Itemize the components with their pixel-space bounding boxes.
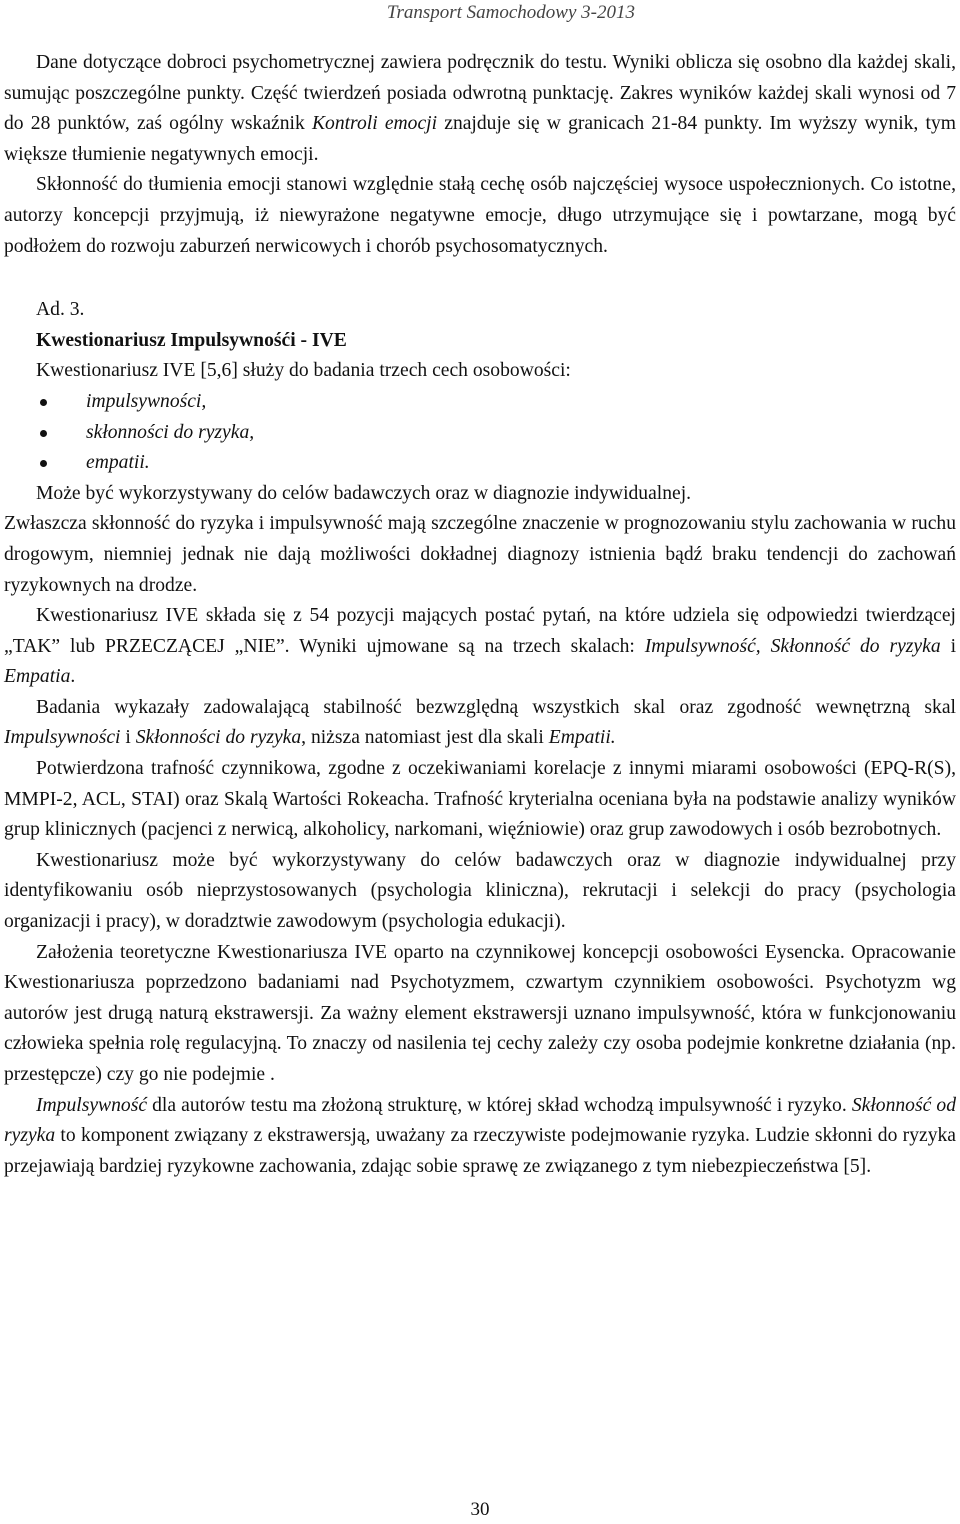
bullet-icon xyxy=(40,399,47,406)
paragraph-reliability: Badania wykazały zadowalającą stabilność bezwzględną wszystkich skal oraz zgodność wewnętrzną skal Impulsywności i Skłonności do ryzyka, niższa natomiast jest dla skali Empatii. xyxy=(4,696,956,749)
section-number: Ad. 3. xyxy=(36,299,85,321)
italic-term: Impulsywność xyxy=(36,1094,148,1116)
traits-list xyxy=(4,387,956,479)
list-item: empatii. xyxy=(4,448,956,479)
text-run: Dane dotyczące dobroci psychometrycznej zawiera podręcznik do testu. Wyniki oblicza się osobno dla każdej skali, sumując poszczególne punkty. Część twierdzeń posiada odwrotną punktację. Zakres wyników każdej skali wynosi od 7 do 28 punktów, zaś ogólny wskaźnik xyxy=(4,52,956,135)
paragraph-traffic: Zwłaszcza skłonność do ryzyka i impulsywność mają szczególne znaczenie w prognozowaniu stylu zachowania w ruchu drogowym, niemniej jednak nie dają możliwości dokładnej diagnozy istnienia bądź braku tendencji do zachowań ryzykownych na drodze. xyxy=(4,513,956,596)
paragraph-impulsivity: Impulsywność dla autorów testu ma złożoną strukturę, w której skład wchodzą impulsywność i ryzyko. Skłonność od ryzyka to komponent związany z ekstrawersją, uważany za rzeczywiste podejmowanie ryzyka. Ludzie skłonni do ryzyka przejawiają bardziej ryzykowne zachowania, zdając sobie sprawę ze związanego z tym niebezpieczeństwa [5]. xyxy=(4,1094,956,1177)
journal-header: Transport Samochodowy 3-2013 xyxy=(386,2,635,23)
list-item: skłonności do ryzyka, xyxy=(4,418,956,449)
italic-term: Impulsywność, Skłonność do ryzyka xyxy=(644,635,941,657)
section-title: Kwestionariusz Impulsywnośći - IVE xyxy=(36,329,347,351)
italic-term: Skłonność od ryzyka xyxy=(4,1094,956,1147)
section-intro: Kwestionariusz IVE [5,6] służy do badania trzech cech osobowości: xyxy=(36,360,571,382)
spacer xyxy=(4,262,956,295)
paragraph-usage: Może być wykorzystywany do celów badawczych oraz w diagnozie indywidualnej. xyxy=(36,482,692,504)
italic-term: Skłonności do ryzyka xyxy=(135,727,302,749)
page-number: 30 xyxy=(470,1499,490,1520)
paragraph-theory: Założenia teoretyczne Kwestionariusza IVE oparto na czynnikowej koncepcji osobowości Eysencka. Opracowanie Kwestionariusza poprzedzono badaniami nad Psychotyzmem, czwartym czynnikiem osobowości. Psychotyzm wg autorów jest drugą naturą ekstrawersji. Za ważny element ekstrawersji uznano impulsywność, która w funkcjonowaniu człowieka spełnia rolę regulacyjną. To znaczy od nasilenia tej cechy zależy czy osoba podejmie konkretne działania (np. przestępcze) czy go nie podejmie . xyxy=(4,941,956,1085)
italic-term: Empatii. xyxy=(548,727,616,749)
text-run: znajduje się w granicach 21-84 punkty. Im wyższy wynik, tym większe tłumienie negatywnych emocji. xyxy=(4,113,956,165)
list-item: impulsywności, xyxy=(4,387,956,418)
italic-term: Kontroli emocji xyxy=(311,113,438,135)
italic-term: Impulsywności xyxy=(4,727,121,749)
italic-term: Empatia xyxy=(4,666,71,688)
paragraph-suppression: Skłonność do tłumienia emocji stanowi względnie stałą cechę osób najczęściej wysoce uspołecznionych. Co istotne, autorzy koncepcji przyjmują, iż niewyrażone negatywne emocje, długo utrzymujące się i powtarzane, mogą być podłożem do rozwoju zaburzeń nerwicowych i chorób psychosomatycznych. xyxy=(4,174,956,257)
paragraph-scoring xyxy=(4,48,956,170)
bullet-icon xyxy=(40,430,47,437)
paragraph-validity: Potwierdzona trafność czynnikowa, zgodne z oczekiwaniami korelacje z innymi miarami osobowości (EPQ-R(S), MMPI-2, ACL, STAI) oraz Skalą Wartości Rokeacha. Trafność kryterialna oceniana była na podstawie analizy wyników grup klinicznych (pacjenci z nerwicą, alkoholicy, narkomani, więźniowie) oraz grup zawodowych i osób bezrobotnych. xyxy=(4,758,956,841)
paragraph-structure: Kwestionariusz IVE składa się z 54 pozycji mających postać pytań, na które udziela się odpowiedzi twierdzącej „TAK” lub PRZECZĄCEJ „NIE”. Wyniki ujmowane są na trzech skalach: Impulsywność, Skłonność do ryzyka i Empatia. xyxy=(4,605,957,688)
article-body xyxy=(4,48,956,1182)
bullet-icon xyxy=(40,460,47,467)
paragraph-applications: Kwestionariusz może być wykorzystywany do celów badawczych oraz w diagnozie indywidualnej przy identyfikowaniu osób nieprzystosowanych (psychologia kliniczna), rekrutacji i selekcji do pracy (psychologia organizacji i pracy), w doradztwie zawodowym (psychologia edukacji). xyxy=(4,849,956,933)
